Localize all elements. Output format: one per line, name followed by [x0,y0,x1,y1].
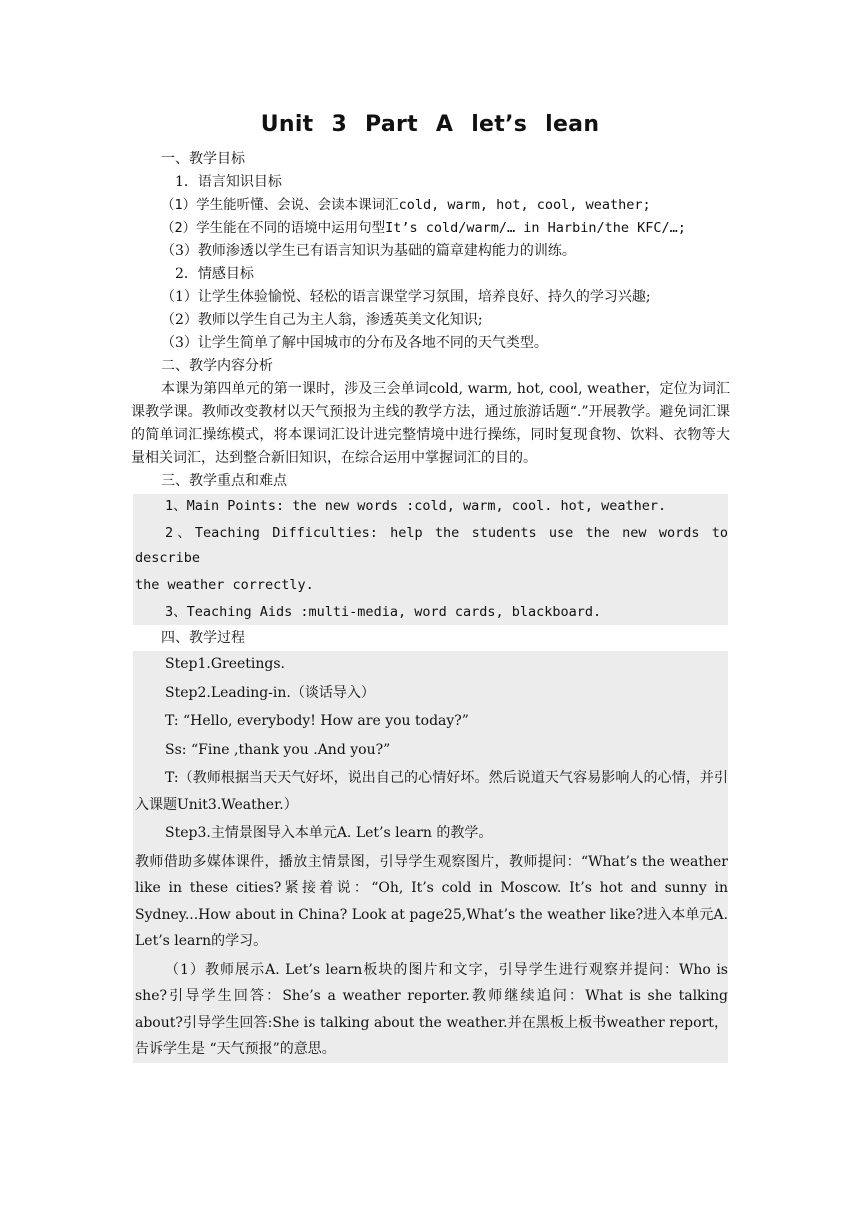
section-heading-key-points: 三、教学重点和难点 [161,473,287,489]
key-item-teaching-aids: 3、Teaching Aids :multi-media, word cards, blackboard. [165,604,602,620]
process-substep-1: （1）教师展示A. Let’s learn板块的图片和文字，引导学生进行观察并提问：Who is she?引导学生回答：She’s a weather reporter.教师继续追问：What is she talking about?引导学生回答:She is talking about the weather.并在黑板上板书weather report，告诉学生是 “天气预报”的意思。 [135,961,728,1057]
process-box [133,651,728,1063]
process-dialog-students: Ss: “Fine ,thank you .And you?” [165,741,391,758]
emotion-item-1: （1）让学生体验愉悦、轻松的语言课堂学习氛围，培养良好、持久的学习兴趣; [161,289,651,305]
key-item-main-points: 1、Main Points: the new words :cold, warm, cool. hot, weather. [165,498,667,514]
process-multimedia-paragraph: 教师借助多媒体课件，播放主情景图，引导学生观察图片，教师提问：“What’s the weather like in these cities?紧接着说：“Oh, It’s cold in Moscow. It’s hot and sunny in Sydney...How about in China? Look at page25,What’s the weather like?进入本单元A. Let’s learn的学习。 [135,853,728,949]
subheading-emotion: 2．情感目标 [175,266,254,282]
section-heading-objectives: 一、教学目标 [161,151,245,167]
section-heading-process: 四、教学过程 [161,630,245,646]
process-step-3: Step3.主情景图导入本单元A. Let’s learn 的教学。 [165,825,493,841]
process-dialog-teacher: T: “Hello, everybody! How are you today?” [165,713,469,729]
process-step-2: Step2.Leading-in.（谈话导入） [165,684,375,701]
key-item-difficulties: 2、Teaching Difficulties: help the students use the new words to describe [135,525,728,566]
language-item-2: （2）学生能在不同的语境中运用句型It’s cold/warm/… in Harbin/the KFC/…; [161,220,686,236]
process-step-1: Step1.Greetings. [165,656,285,672]
language-item-1: （1）学生能听懂、会说、会读本课词汇cold, warm, hot, cool, weather; [161,197,651,213]
language-item-3: （3）教师渗透以学生已有语言知识为基础的篇章建构能力的训练。 [161,243,576,259]
page-title: Unit 3 Part A let’s lean [260,112,600,137]
subheading-language: 1．语言知识目标 [175,174,282,190]
document-body [131,148,730,1065]
emotion-item-3: （3）让学生简单了解中国城市的分布及各地不同的天气类型。 [161,335,548,351]
key-points-box [133,494,728,625]
key-item-difficulties-cont: the weather correctly. [135,577,314,593]
analysis-paragraph: 本课为第四单元的第一课时，涉及三会单词cold, warm, hot, cool, weather，定位为词汇课教学课。教师改变教材以天气预报为主线的教学方法，通过旅游话题“.”开展教学。避免词汇课的简单词汇操练模式，将本课词汇设计进完整情境中进行操练，同时复现食物、饮料、衣物等大量相关词汇，达到整合新旧知识，在综合运用中掌握词汇的目的。 [131,381,730,466]
process-teacher-note: T:（教师根据当天天气好坏，说出自己的心情好坏。然后说道天气容易影响人的心情，并引入课题Unit3.Weather.） [135,770,728,813]
section-heading-analysis: 二、教学内容分析 [161,358,273,374]
emotion-item-2: （2）教师以学生自己为主人翁，渗透英美文化知识; [161,312,483,328]
